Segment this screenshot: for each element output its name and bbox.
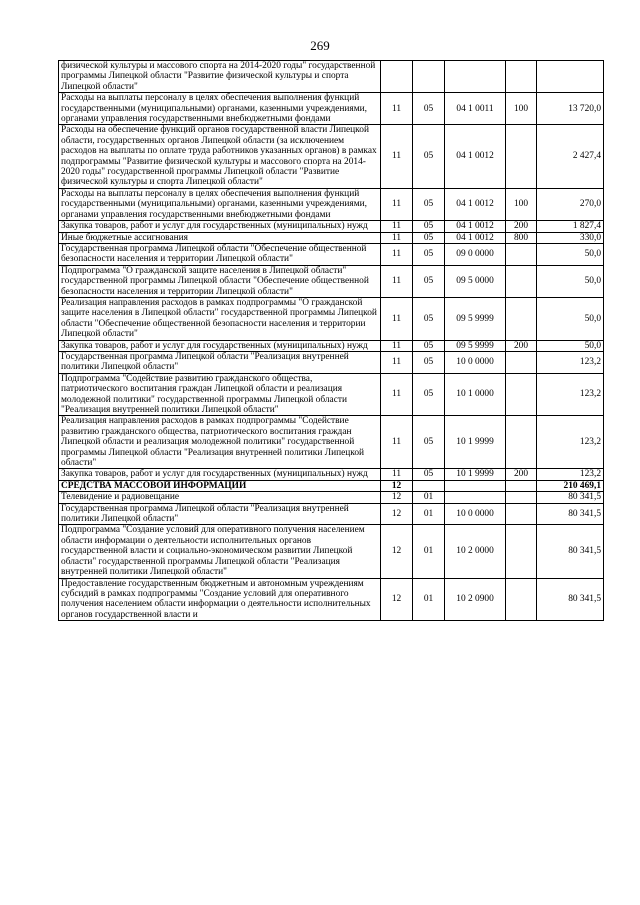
expense-name-cell: Телевидение и радиовещание: [59, 492, 381, 503]
expense-type-cell: [506, 373, 537, 416]
amount-cell: 330,0: [537, 232, 604, 243]
expense-type-cell: [506, 492, 537, 503]
section-code-cell: 11: [381, 265, 413, 297]
target-article-cell: [445, 61, 506, 93]
subsection-code-cell: 05: [413, 232, 445, 243]
subsection-code-cell: 05: [413, 469, 445, 480]
expense-name-cell: Закупка товаров, работ и услуг для государственных (муниципальных) нужд: [59, 469, 381, 480]
section-code-cell: 11: [381, 351, 413, 373]
section-code-cell: 12: [381, 578, 413, 621]
subsection-code-cell: 01: [413, 578, 445, 621]
page-number: 269: [310, 38, 330, 53]
target-article-cell: 10 2 0000: [445, 525, 506, 578]
amount-cell: 13 720,0: [537, 93, 604, 125]
section-code-cell: 11: [381, 340, 413, 351]
target-article-cell: 10 0 0000: [445, 351, 506, 373]
subsection-code-cell: 05: [413, 188, 445, 220]
table-row: [59, 243, 604, 265]
section-code-cell: 11: [381, 188, 413, 220]
table-row: [59, 469, 604, 480]
expense-name-cell: Иные бюджетные ассигнования: [59, 232, 381, 243]
subsection-code-cell: 01: [413, 503, 445, 525]
expense-type-cell: [506, 265, 537, 297]
budget-table-body: [59, 61, 604, 621]
target-article-cell: 04 1 0012: [445, 232, 506, 243]
expense-name-cell: Подпрограмма "Содействие развитию гражданского общества, патриотического воспитания граждан Липецкой области и реализация молодежной политики" государственной программы Липецкой области "Реализация внутренней политики Липецкой области": [59, 373, 381, 416]
amount-cell: 270,0: [537, 188, 604, 220]
subsection-code-cell: 01: [413, 492, 445, 503]
amount-cell: [537, 61, 604, 93]
expense-name-cell: Закупка товаров, работ и услуг для государственных (муниципальных) нужд: [59, 340, 381, 351]
amount-cell: 80 341,5: [537, 525, 604, 578]
subsection-code-cell: 05: [413, 93, 445, 125]
subsection-code-cell: 05: [413, 221, 445, 232]
expense-name-cell: Государственная программа Липецкой области "Реализация внутренней политики Липецкой области": [59, 351, 381, 373]
table-row: [59, 265, 604, 297]
target-article-cell: 09 5 9999: [445, 297, 506, 340]
amount-cell: 50,0: [537, 340, 604, 351]
amount-cell: 80 341,5: [537, 578, 604, 621]
section-code-cell: 12: [381, 492, 413, 503]
target-article-cell: 04 1 0012: [445, 125, 506, 188]
subsection-code-cell: 05: [413, 351, 445, 373]
expense-type-cell: 100: [506, 93, 537, 125]
amount-cell: 50,0: [537, 243, 604, 265]
expense-name-cell: Расходы на выплаты персоналу в целях обеспечения выполнения функций государственными (муниципальными) органами, казенными учреждениями, органами управления государственными внебюджетными фондами: [59, 188, 381, 220]
expense-type-cell: 200: [506, 469, 537, 480]
subsection-code-cell: 05: [413, 416, 445, 469]
section-code-cell: 11: [381, 243, 413, 265]
subsection-code-cell: 05: [413, 373, 445, 416]
expense-name-cell: Предоставление государственным бюджетным и автономным учреждениям субсидий в рамках подпрограммы "Создание условий для оперативного получения населением области информации о деятельности исполнительных органов государственной власти и: [59, 578, 381, 621]
table-row: [59, 188, 604, 220]
table-row: [59, 503, 604, 525]
amount-cell: 50,0: [537, 265, 604, 297]
table-row: [59, 297, 604, 340]
section-code-cell: 12: [381, 525, 413, 578]
table-row: [59, 125, 604, 188]
amount-cell: 80 341,5: [537, 492, 604, 503]
target-article-cell: 10 0 0000: [445, 503, 506, 525]
expense-type-cell: [506, 125, 537, 188]
subsection-code-cell: [413, 480, 445, 491]
expense-name-cell: Расходы на обеспечение функций органов государственной власти Липецкой области, государственных органов Липецкой области (за исключением расходов на выплаты по оплате труда работников указанных органов) в рамках подпрограммы "Развитие физической культуры и массового спорта на 2014-2020 годы" государственной программы Липецкой области "Развитие физической культуры и спорта Липецкой области": [59, 125, 381, 188]
section-code-cell: 11: [381, 93, 413, 125]
target-article-cell: [445, 492, 506, 503]
section-code-cell: 11: [381, 232, 413, 243]
expense-type-cell: [506, 297, 537, 340]
expense-type-cell: 200: [506, 340, 537, 351]
section-code-cell: 11: [381, 416, 413, 469]
subsection-code-cell: 01: [413, 525, 445, 578]
section-code-cell: [381, 61, 413, 93]
section-code-cell: 11: [381, 469, 413, 480]
table-row: [59, 480, 604, 491]
table-row: [59, 61, 604, 93]
amount-cell: 50,0: [537, 297, 604, 340]
amount-cell: 123,2: [537, 373, 604, 416]
budget-table: [58, 60, 604, 621]
subsection-code-cell: [413, 61, 445, 93]
expense-type-cell: 800: [506, 232, 537, 243]
subsection-code-cell: 05: [413, 125, 445, 188]
section-code-cell: 11: [381, 297, 413, 340]
table-row: [59, 232, 604, 243]
expense-name-cell: Расходы на выплаты персоналу в целях обеспечения выполнения функций государственными (муниципальными) органами, казенными учреждениями, органами управления государственными внебюджетными фондами: [59, 93, 381, 125]
amount-cell: 2 427,4: [537, 125, 604, 188]
expense-name-cell: Подпрограмма "О гражданской защите населения в Липецкой области" государственной программы Липецкой области "Обеспечение общественной безопасности населения и территории Липецкой области": [59, 265, 381, 297]
expense-name-cell: Подпрограмма "Создание условий для оперативного получения населением области информации о деятельности исполнительных органов государственной власти и социально-экономическом развитии Липецкой области" государственной программы Липецкой области "Реализация внутренней политики Липецкой области": [59, 525, 381, 578]
expense-type-cell: [506, 525, 537, 578]
expense-type-cell: 200: [506, 221, 537, 232]
expense-type-cell: [506, 480, 537, 491]
expense-name-cell: Реализация направления расходов в рамках подпрограммы "Содействие развитию гражданского общества, патриотического воспитания граждан Липецкой области и реализация молодежной политики" государственной программы Липецкой области "Реализация внутренней политики Липецкой области": [59, 416, 381, 469]
expense-type-cell: [506, 61, 537, 93]
table-row: [59, 221, 604, 232]
expense-name-cell: Реализация направления расходов в рамках подпрограммы "О гражданской защите населения в Липецкой области" государственной программы Липецкой области "Обеспечение общественной безопасности населения и территории Липецкой области": [59, 297, 381, 340]
subsection-code-cell: 05: [413, 340, 445, 351]
expense-name-cell: физической культуры и массового спорта на 2014-2020 годы" государственной программы Липецкой области "Развитие физической культуры и спорта Липецкой области": [59, 61, 381, 93]
expense-name-cell: Закупка товаров, работ и услуг для государственных (муниципальных) нужд: [59, 221, 381, 232]
table-row: [59, 525, 604, 578]
subsection-code-cell: 05: [413, 265, 445, 297]
amount-cell: 123,2: [537, 416, 604, 469]
section-code-cell: 11: [381, 221, 413, 232]
target-article-cell: 10 1 9999: [445, 469, 506, 480]
table-row: [59, 373, 604, 416]
target-article-cell: 09 5 0000: [445, 265, 506, 297]
expense-name-cell: Государственная программа Липецкой области "Реализация внутренней политики Липецкой области": [59, 503, 381, 525]
table-row: [59, 340, 604, 351]
amount-cell: 1 827,4: [537, 221, 604, 232]
section-code-cell: 12: [381, 480, 413, 491]
section-code-cell: 11: [381, 125, 413, 188]
expense-type-cell: [506, 578, 537, 621]
expense-type-cell: [506, 243, 537, 265]
target-article-cell: 04 1 0011: [445, 93, 506, 125]
table-row: [59, 351, 604, 373]
expense-type-cell: [506, 351, 537, 373]
amount-cell: 123,2: [537, 351, 604, 373]
expense-name-cell: Государственная программа Липецкой области "Обеспечение общественной безопасности населения и территории Липецкой области": [59, 243, 381, 265]
target-article-cell: 10 1 0000: [445, 373, 506, 416]
target-article-cell: 10 2 0900: [445, 578, 506, 621]
amount-cell: 123,2: [537, 469, 604, 480]
expense-name-cell: СРЕДСТВА МАССОВОЙ ИНФОРМАЦИИ: [59, 480, 381, 491]
table-row: [59, 93, 604, 125]
section-code-cell: 12: [381, 503, 413, 525]
target-article-cell: [445, 480, 506, 491]
table-row: [59, 492, 604, 503]
target-article-cell: 04 1 0012: [445, 188, 506, 220]
target-article-cell: 04 1 0012: [445, 221, 506, 232]
target-article-cell: 10 1 9999: [445, 416, 506, 469]
target-article-cell: 09 5 9999: [445, 340, 506, 351]
table-row: [59, 416, 604, 469]
subsection-code-cell: 05: [413, 297, 445, 340]
target-article-cell: 09 0 0000: [445, 243, 506, 265]
subsection-code-cell: 05: [413, 243, 445, 265]
expense-type-cell: [506, 416, 537, 469]
expense-type-cell: [506, 503, 537, 525]
table-row: [59, 578, 604, 621]
expense-type-cell: 100: [506, 188, 537, 220]
section-code-cell: 11: [381, 373, 413, 416]
amount-cell: 80 341,5: [537, 503, 604, 525]
amount-cell: 210 469,1: [537, 480, 604, 491]
